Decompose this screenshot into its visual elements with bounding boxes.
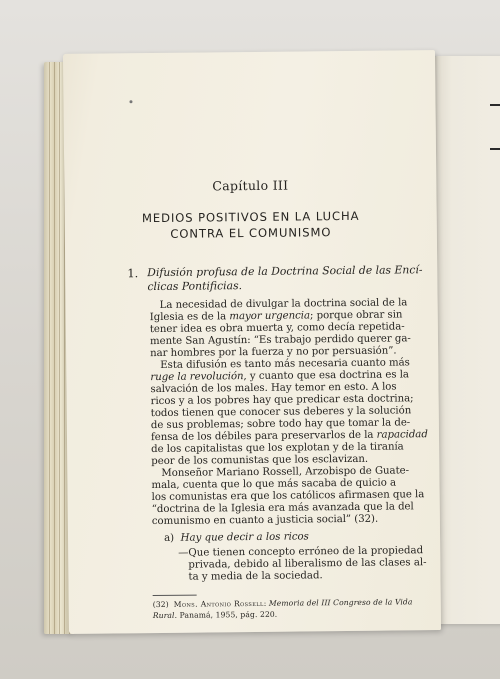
subsection-label: a) [163,532,175,544]
chapter-title-line-2: CONTRA EL COMUNISMO [170,225,332,241]
paragraph-line: mente San Agustín: “Es trabajo perdido querer ga- [149,333,411,348]
footnote-line-2: Rural. Panamá, 1955, pág. 220. [152,609,278,621]
paragraph-line: los comunistas era que los católicos afirmasen que la [151,489,425,504]
paragraph-line: Iglesia es de la mayor urgencia; porque obrar sin [149,309,403,324]
subsection-heading [164,531,309,544]
subsection-dash-line-1: —Que tienen concepto erróneo de la propiedad [178,545,424,559]
paragraph-line: Monseñor Mariano Rossell, Arzobispo de Guate- [161,465,410,479]
subsection-dash-line-2: privada, debido al liberalismo de las clases al- [188,557,427,571]
page-speck [129,100,132,103]
paragraph-line: todos tienen que conocer sus deberes y la solución [150,405,412,420]
facing-page [432,56,500,624]
paragraph-line: de sus problemas; sobre todo hay que tomar la de- [150,417,411,432]
subsection-dash-line-3: ta y media de la sociedad. [188,570,323,583]
paragraph-line: ricos y a los pobres hay que predicar esta doctrina; [150,393,414,408]
chapter-heading: Capítulo III [212,177,289,194]
paragraph-line: mala, cuenta que lo que más sacaba de quicio a [151,477,397,492]
paragraph-line: fensa de los débiles para preservarlos de la rapacidad [150,429,428,444]
paragraph-line: nar hombres por la fuerza y no por persuasión”. [150,345,397,360]
facing-page-mark [490,104,500,106]
section-title-line-2: clicas Pontificias. [147,279,243,294]
paragraph-line: tener idea es obra muerta y, como decía repetida- [149,321,405,336]
footnote-rule [153,595,197,596]
paragraph-line: salvación de los males. Hay temor en esto. A los [150,381,397,396]
section-number: 1. [127,266,139,281]
paragraph-line: “doctrina de la Iglesia era más avanzada que la del [151,501,414,516]
section-title-line-1: Difusión profusa de la Doctrina Social de las Encí- [147,263,423,280]
paragraph-line: ruge la revolución, y cuanto que esa doctrina es la [150,369,409,384]
chapter-title-line-1: MEDIOS POSITIVOS EN LA LUCHA [141,208,360,226]
facing-page-mark [490,148,500,150]
paragraph-line: Esta difusión es tanto más necesaria cuanto más [160,357,410,371]
paragraph-line: peor de los comunistas que los esclavizan. [151,453,369,468]
book-page [63,50,441,634]
footnote-line-1: (32) Mons. Antonio Rossell: Memoria del III Congreso de la Vida [152,597,413,610]
paragraph-line: comunismo en cuanto a justicia social” (32). [151,513,379,528]
subsection-title: Hay que decir a los ricos [180,531,309,544]
paragraph-line: La necesidad de divulgar la doctrina social de la [159,297,408,311]
paragraph-line: de los capitalistas que los explotan y de la tiranía [151,441,404,456]
